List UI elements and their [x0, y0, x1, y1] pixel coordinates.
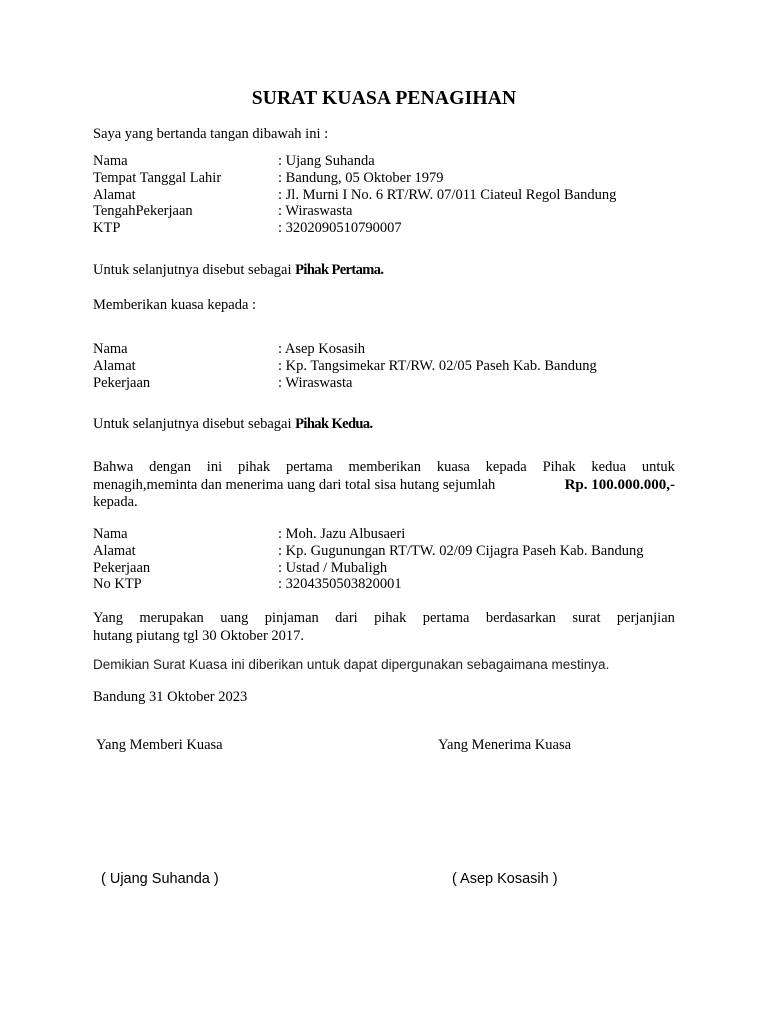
row-value: : Wiraswasta — [278, 203, 353, 220]
word: Bahwa — [93, 459, 134, 475]
word: uang — [220, 610, 249, 626]
row-label: Alamat — [93, 186, 136, 203]
place-date: Bandung 31 Oktober 2023 — [93, 689, 248, 705]
word: kuasa — [436, 459, 470, 475]
word: pihak — [237, 459, 271, 475]
grantee-caption: Yang Menerima Kuasa — [438, 737, 572, 753]
intro-line: Saya yang bertanda tangan dibawah ini : — [93, 126, 329, 142]
row-label: Pekerjaan — [93, 374, 151, 391]
word: memberikan — [348, 459, 421, 475]
statement-text: menagih,meminta dan menerima uang dari total sisa hutang sejumlah — [93, 476, 496, 493]
grantor-caption: Yang Memberi Kuasa — [96, 737, 223, 753]
grantee-signature-name: ( Asep Kosasih ) — [452, 871, 558, 887]
loan-basis-paragraph — [93, 610, 675, 645]
row-value: : Moh. Jazu Albusaeri — [278, 526, 406, 542]
row-label: Nama — [93, 153, 128, 169]
row-value: : Bandung, 05 Oktober 1979 — [278, 169, 444, 186]
document-title: SURAT KUASA PENAGIHAN — [251, 88, 517, 109]
row-value: : 3204350503820001 — [278, 576, 402, 593]
debt-amount: Rp. 100.000.000,- — [564, 476, 675, 493]
word: pinjaman — [264, 610, 319, 626]
word: surat — [572, 610, 601, 626]
row-label: Tempat Tanggal Lahir — [93, 169, 222, 186]
word: perjanjian — [616, 610, 675, 626]
word: Pihak — [542, 459, 576, 475]
designation-prefix: Untuk selanjutnya disebut sebagai — [93, 416, 296, 432]
word: pertama — [422, 610, 470, 626]
row-value: : Kp. Tangsimekar RT/RW. 02/05 Paseh Kab. Bandung — [278, 357, 597, 374]
grantor-signature-name: ( Ujang Suhanda ) — [101, 871, 219, 887]
word: pihak — [374, 610, 407, 626]
row-value: : Kp. Gugunungan RT/TW. 02/09 Cijagra Paseh Kab. Bandung — [278, 542, 644, 559]
row-label: Nama — [93, 526, 128, 542]
loan-basis-text — [93, 610, 675, 628]
word: ini — [206, 459, 223, 475]
word: dengan — [149, 459, 191, 475]
row-label: Alamat — [93, 357, 136, 374]
word: kepada — [485, 459, 527, 475]
row-value: : Wiraswasta — [278, 374, 353, 391]
first-party-designation — [93, 262, 383, 279]
row-value: : Ujang Suhanda — [278, 153, 375, 169]
word: merupakan — [139, 610, 204, 626]
statement-line-3: kepada. — [93, 494, 138, 510]
grant-line: Memberikan kuasa kepada : — [93, 297, 257, 313]
designation-prefix: Untuk selanjutnya disebut sebagai — [93, 262, 296, 278]
row-label: TengahPekerjaan — [93, 203, 193, 220]
word: dari — [335, 610, 358, 626]
row-label: Nama — [93, 341, 128, 357]
row-label: No KTP — [93, 576, 142, 593]
row-value: : Jl. Murni I No. 6 RT/RW. 07/011 Ciateul Regol Bandung — [278, 186, 617, 203]
word: pertama — [285, 459, 333, 475]
closing-statement: Demikian Surat Kuasa ini diberikan untuk dapat dipergunakan sebagaimana mestinya. — [93, 657, 610, 672]
word: Yang — [93, 610, 123, 626]
word: kedua — [591, 459, 627, 475]
statement-paragraph — [93, 459, 675, 512]
row-label: Pekerjaan — [93, 559, 151, 576]
row-value: : Asep Kosasih — [278, 341, 365, 357]
word: untuk — [641, 459, 675, 475]
statement-line-2 — [93, 477, 675, 495]
second-party-designation — [93, 416, 373, 433]
word: berdasarkan — [485, 610, 556, 626]
statement-line-1 — [93, 459, 675, 477]
statement-text — [93, 459, 675, 477]
row-value: : 3202090510790007 — [278, 220, 402, 237]
loan-basis-line-1 — [93, 610, 675, 628]
designation-name: Pihak Pertama. — [295, 262, 384, 278]
loan-basis-line-2: hutang piutang tgl 30 Oktober 2017. — [93, 627, 305, 644]
row-value: : Ustad / Mubaligh — [278, 559, 388, 576]
designation-name: Pihak Kedua. — [295, 416, 373, 432]
row-label: Alamat — [93, 542, 136, 559]
row-label: KTP — [93, 220, 121, 237]
